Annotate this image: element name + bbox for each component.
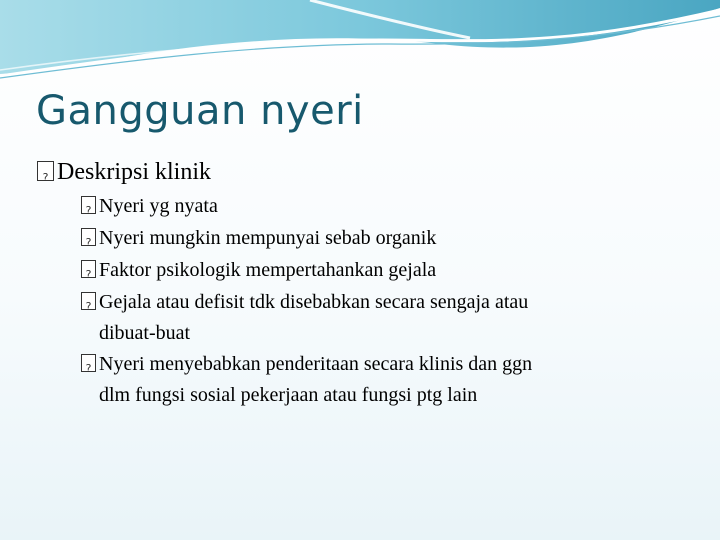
list-item xyxy=(81,222,687,254)
heading-text: Deskripsi klinik xyxy=(57,159,211,185)
list-item-continuation: dlm fungsi sosial pekerjaan atau fungsi ptg lain xyxy=(99,384,478,406)
bullet-icon xyxy=(81,228,96,246)
list-item-text: Nyeri mungkin mempunyai sebab organik xyxy=(99,227,437,249)
list-item-continuation: dibuat-buat xyxy=(99,322,191,344)
slide-title: Gangguan nyeri xyxy=(36,88,364,134)
bullet-icon xyxy=(81,260,96,278)
list-item-text: Gejala atau defisit tdk disebabkan secara sengaja atau xyxy=(99,291,529,313)
bullet-icon xyxy=(81,354,96,372)
list-item xyxy=(81,254,687,286)
bullet-icon xyxy=(81,292,96,310)
heading-item xyxy=(37,154,687,190)
list-item-text: Faktor psikologik mempertahankan gejala xyxy=(99,259,437,281)
list-item xyxy=(81,286,687,348)
bullet-icon xyxy=(81,196,96,214)
list-item-text: Nyeri menyebabkan penderitaan secara klinis dan ggn xyxy=(99,353,533,375)
slide-body xyxy=(37,154,687,410)
list-item xyxy=(81,190,687,222)
list-item xyxy=(81,348,687,410)
list-item-text: Nyeri yg nyata xyxy=(99,195,218,217)
header-wave-decoration xyxy=(0,0,720,90)
bullet-icon xyxy=(37,161,54,181)
